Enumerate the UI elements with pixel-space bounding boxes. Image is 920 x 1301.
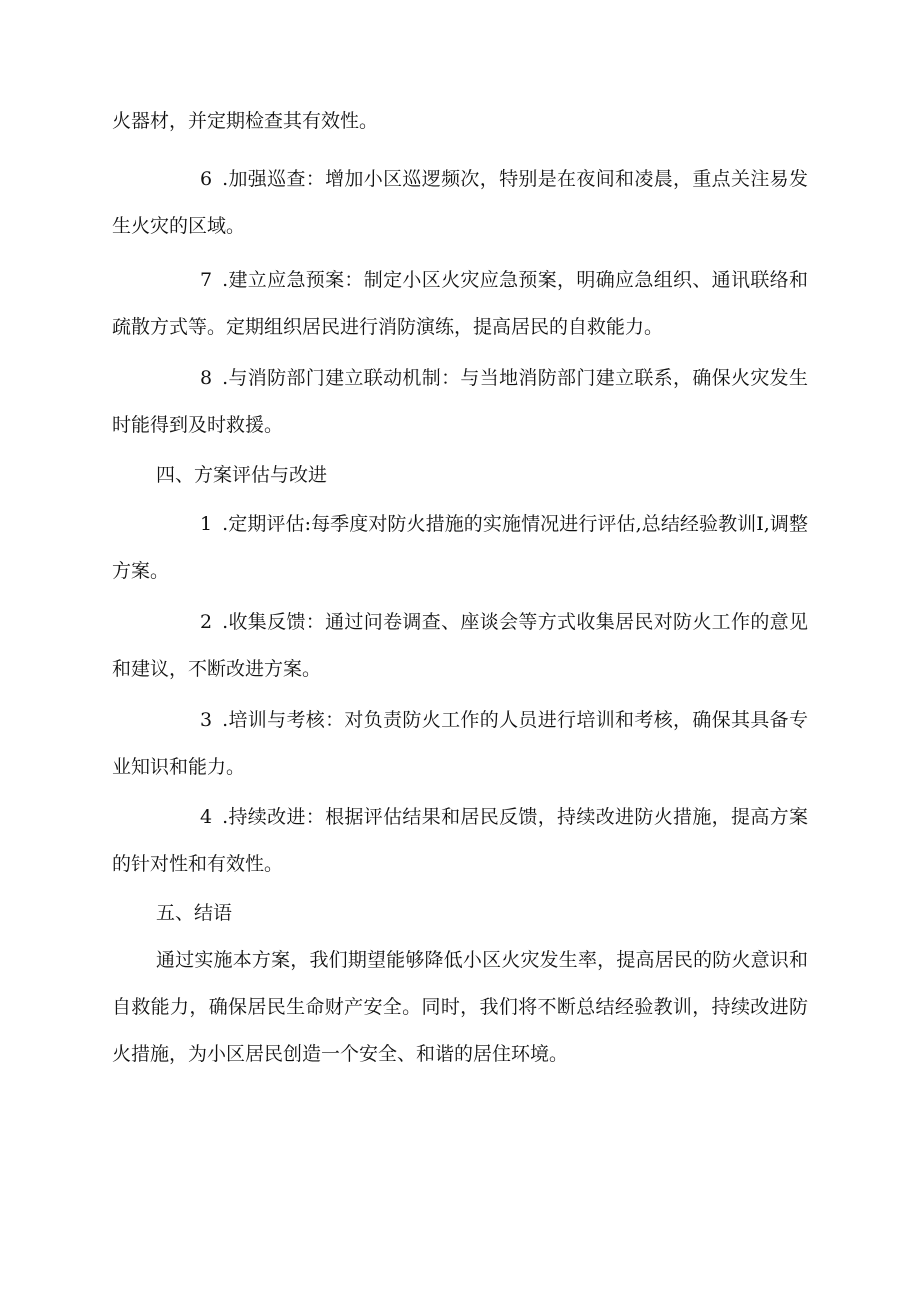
item-number: 4 xyxy=(200,806,213,828)
paragraph-text: .建立应急预案：制定小区火灾应急预案，明确应急组织、通讯联络和疏散方式等。定期组织居民进行消防演练，提高居民的自救能力。 xyxy=(112,269,808,338)
paragraph-conclusion xyxy=(112,937,808,1078)
paragraph-eval-2 xyxy=(112,599,808,693)
paragraph-eval-4 xyxy=(112,794,808,888)
section-heading-4 xyxy=(112,452,808,499)
item-number: 1 xyxy=(200,513,213,535)
item-number: 8 xyxy=(200,367,213,389)
paragraph-text: 通过实施本方案，我们期望能够降低小区火灾发生率，提高居民的防火意识和自救能力，确保居民生命财产安全。同时，我们将不断总结经验教训，持续改进防火措施，为小区居民创造一个安全、和谐的居住环境。 xyxy=(112,949,808,1065)
paragraph-continuation xyxy=(112,98,808,145)
paragraph-item-8 xyxy=(112,355,808,449)
heading-text: 五、结语 xyxy=(156,902,233,924)
paragraph-text: .定期评估:每季度对防火措施的实施情况进行评估,总结经验教训I,调整方案。 xyxy=(112,513,808,582)
paragraph-item-7 xyxy=(112,257,808,351)
paragraph-text: .与消防部门建立联动机制：与当地消防部门建立联系，确保火灾发生时能得到及时救援。 xyxy=(112,367,808,436)
paragraph-text: .培训与考核：对负责防火工作的人员进行培训和考核，确保其具备专业知识和能力。 xyxy=(112,709,808,778)
paragraph-text: .加强巡查：增加小区巡逻频次，特别是在夜间和凌晨，重点关注易发生火灾的区域。 xyxy=(112,168,808,237)
heading-text: 四、方案评估与改进 xyxy=(156,464,328,486)
paragraph-text: 火器材，并定期检查其有效性。 xyxy=(112,110,379,132)
item-number: 3 xyxy=(200,709,213,731)
item-number: 6 xyxy=(200,168,213,190)
section-heading-5 xyxy=(112,890,808,937)
paragraph-text: .收集反馈：通过问卷调查、座谈会等方式收集居民对防火工作的意见和建议，不断改进方案。 xyxy=(112,611,808,680)
paragraph-eval-3 xyxy=(112,697,808,791)
item-number: 7 xyxy=(200,269,213,291)
paragraph-text: .持续改进：根据评估结果和居民反馈，持续改进防火措施，提高方案的针对性和有效性。 xyxy=(112,806,808,875)
paragraph-item-6 xyxy=(112,156,808,250)
item-number: 2 xyxy=(200,611,213,633)
paragraph-eval-1 xyxy=(112,501,808,595)
